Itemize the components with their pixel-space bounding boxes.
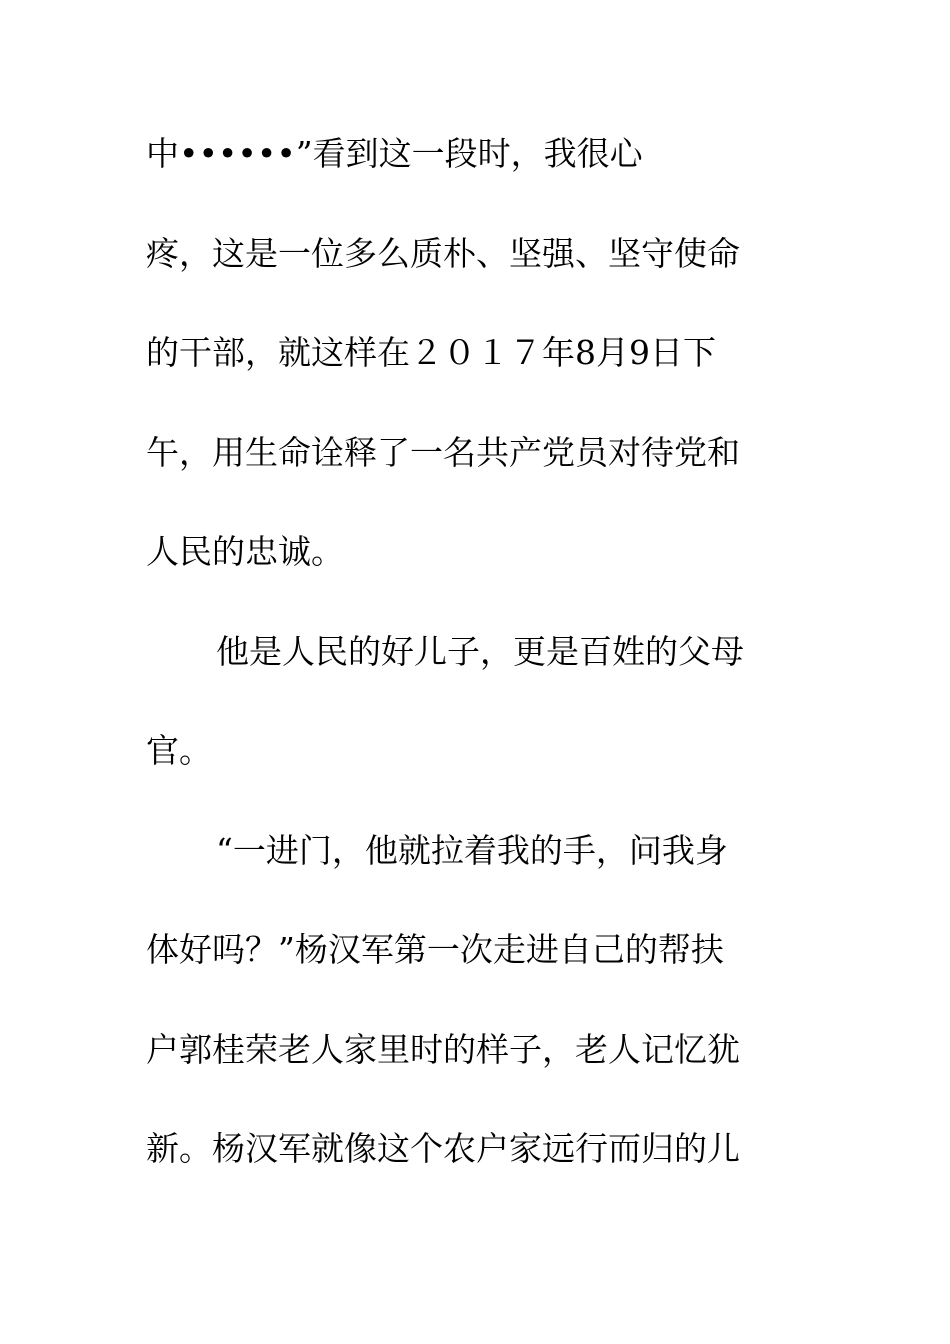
paragraph-first-line: “一进门，他就拉着我的手，问我身 <box>216 830 728 870</box>
text-line: 官。 <box>146 731 212 770</box>
text-line: 人民的忠诚。 <box>146 532 344 571</box>
text-line: 户郭桂荣老人家里时的样子，老人记忆犹 <box>146 1029 740 1069</box>
text-line: 的干部，就这样在２０１７年8月9日下 <box>146 333 716 372</box>
text-line: 新。杨汉军就像这个农户家远行而归的儿 <box>146 1129 740 1168</box>
body-text <box>146 124 786 1219</box>
text-line: 体好吗？”杨汉军第一次走进自己的帮扶 <box>146 930 724 969</box>
text-line: 中••••••”看到这一段时，我很心 <box>146 134 643 173</box>
paragraph-first-line: 他是人民的好儿子，更是百姓的父母 <box>216 631 744 671</box>
text-line: 午，用生命诠释了一名共产党员对待党和 <box>146 432 740 472</box>
text-line: 疼，这是一位多么质朴、坚强、坚守使命 <box>146 233 740 273</box>
